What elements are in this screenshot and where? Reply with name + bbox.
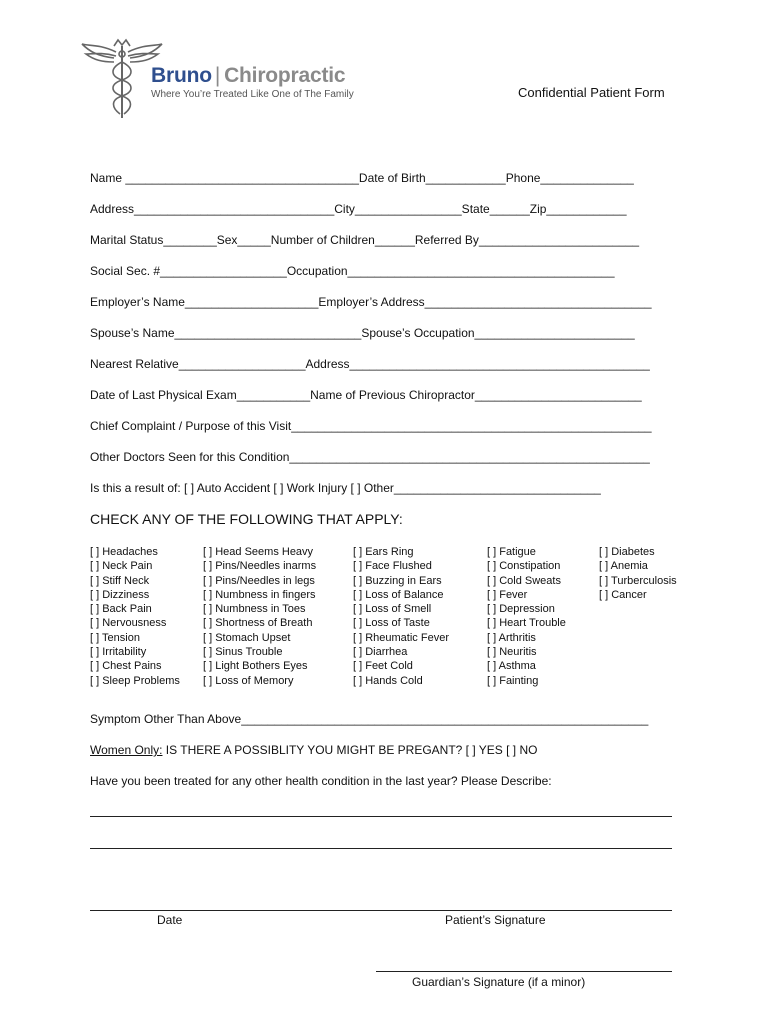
field-spouse[interactable]: Spouse’s Name____________________________Spouse’s Occupation________________________ xyxy=(90,326,635,340)
checkbox-item[interactable]: [ ] Asthma xyxy=(487,660,536,673)
brand-primary: Bruno xyxy=(151,64,212,87)
checkbox-item[interactable]: [ ] Constipation xyxy=(487,560,561,573)
checkbox-item[interactable]: [ ] Head Seems Heavy xyxy=(203,546,314,558)
checkbox-item[interactable]: [ ] Stomach Upset xyxy=(203,631,291,644)
checklist-heading: CHECK ANY OF THE FOLLOWING THAT APPLY: xyxy=(90,511,403,527)
checkbox-item[interactable]: [ ] Hands Cold xyxy=(353,674,423,687)
checkbox-item[interactable]: [ ] Chest Pains xyxy=(90,660,162,673)
checkbox-item[interactable]: [ ] Diarrhea xyxy=(353,646,408,659)
checklist-column-5 xyxy=(599,545,677,602)
checkbox-item[interactable]: [ ] Stiff Neck xyxy=(90,574,150,587)
checklist-column-3 xyxy=(353,545,449,688)
checkbox-item[interactable]: [ ] Fatigue xyxy=(487,546,536,558)
field-name-dob-phone[interactable]: Name ___________________________________Date of Birth____________Phone______________ xyxy=(90,171,634,185)
field-last-physical[interactable]: Date of Last Physical Exam___________Name of Previous Chiropractor_________________________ xyxy=(90,388,642,402)
guardian-signature-label: Guardian’s Signature (if a minor) xyxy=(412,975,586,989)
field-result-of[interactable]: Is this a result of: [ ] Auto Accident [ ] Work Injury [ ] Other_______________________________ xyxy=(90,481,601,495)
checkbox-item[interactable]: [ ] Fever xyxy=(487,588,528,601)
checkbox-item[interactable]: [ ] Arthritis xyxy=(487,631,536,644)
checkbox-item[interactable]: [ ] Face Flushed xyxy=(353,560,432,573)
checkbox-item[interactable]: [ ] Back Pain xyxy=(90,603,152,616)
checkbox-item[interactable]: [ ] Numbness in Toes xyxy=(203,603,306,616)
field-symptom-other[interactable]: Symptom Other Than Above_____________________________________________________________ xyxy=(90,712,649,726)
checklist-column-1 xyxy=(90,545,180,688)
checkbox-item[interactable]: [ ] Loss of Balance xyxy=(353,588,444,601)
checkbox-item[interactable]: [ ] Anemia xyxy=(599,560,648,573)
checkbox-item[interactable]: [ ] Numbness in fingers xyxy=(203,588,316,601)
field-social-security[interactable]: Social Sec. #___________________Occupation________________________________________ xyxy=(90,264,615,278)
women-only-label: Women Only: xyxy=(90,743,163,757)
field-chief-complaint[interactable]: Chief Complaint / Purpose of this Visit______________________________________________________ xyxy=(90,419,652,433)
checkbox-item[interactable]: [ ] Rheumatic Fever xyxy=(353,631,449,644)
checkbox-item[interactable]: [ ] Loss of Memory xyxy=(203,674,294,687)
checkbox-item[interactable]: [ ] Pins/Needles inarms xyxy=(203,560,317,573)
checkbox-item[interactable]: [ ] Ears Ring xyxy=(353,546,414,558)
describe-line-1[interactable] xyxy=(90,816,672,817)
checkbox-item[interactable]: [ ] Loss of Taste xyxy=(353,617,430,630)
checkbox-item[interactable]: [ ] Sleep Problems xyxy=(90,674,180,687)
field-other-doctors[interactable]: Other Doctors Seen for this Condition______________________________________________________ xyxy=(90,450,650,464)
checklist-column-2 xyxy=(203,545,316,688)
checkbox-item[interactable]: [ ] Irritability xyxy=(90,646,147,659)
date-label: Date xyxy=(157,913,183,927)
checkbox-item[interactable]: [ ] Fainting xyxy=(487,674,539,687)
treated-question: Have you been treated for any other health condition in the last year? Please Describe: xyxy=(90,774,552,788)
brand-secondary: Chiropractic xyxy=(224,64,346,87)
checkbox-item[interactable]: [ ] Cancer xyxy=(599,588,647,601)
guardian-signature-line[interactable] xyxy=(376,971,672,972)
brand-name: Bruno | Chiropractic xyxy=(151,64,346,87)
checkbox-item[interactable]: [ ] Neuritis xyxy=(487,646,537,659)
patient-signature-label: Patient’s Signature xyxy=(445,913,546,927)
form-title: Confidential Patient Form xyxy=(518,85,665,100)
checkbox-item[interactable]: [ ] Heart Trouble xyxy=(487,617,566,630)
checkbox-item[interactable]: [ ] Neck Pain xyxy=(90,560,153,573)
checkbox-item[interactable]: [ ] Shortness of Breath xyxy=(203,617,313,630)
checklist-column-4 xyxy=(487,545,566,688)
tagline: Where You’re Treated Like One of The Family xyxy=(151,89,354,100)
checkbox-item[interactable]: [ ] Buzzing in Ears xyxy=(353,574,442,587)
field-address[interactable]: Address______________________________City________________State______Zip____________ xyxy=(90,202,627,216)
checkbox-item[interactable]: [ ] Light Bothers Eyes xyxy=(203,660,308,673)
pregnancy-question-line xyxy=(90,743,537,757)
checkbox-item[interactable]: [ ] Loss of Smell xyxy=(353,603,432,616)
checkbox-item[interactable]: [ ] Turberculosis xyxy=(599,574,677,587)
caduceus-icon xyxy=(82,40,162,118)
pregnancy-question[interactable]: IS THERE A POSSIBLITY YOU MIGHT BE PREGANT? [ ] YES [ ] NO xyxy=(162,743,538,757)
checkbox-item[interactable]: [ ] Feet Cold xyxy=(353,660,413,673)
checkbox-item[interactable]: [ ] Pins/Needles in legs xyxy=(203,574,315,587)
checkbox-item[interactable]: [ ] Dizziness xyxy=(90,588,150,601)
describe-line-2[interactable] xyxy=(90,848,672,849)
field-employer[interactable]: Employer’s Name____________________Employer’s Address__________________________________ xyxy=(90,295,652,309)
field-marital-status[interactable]: Marital Status________Sex_____Number of Children______Referred By________________________ xyxy=(90,233,640,247)
field-nearest-relative[interactable]: Nearest Relative___________________Address_____________________________________________ xyxy=(90,357,650,371)
signature-line[interactable] xyxy=(90,910,672,911)
checkbox-item[interactable]: [ ] Tension xyxy=(90,631,140,644)
checkbox-item[interactable]: [ ] Depression xyxy=(487,603,555,616)
checkbox-item[interactable]: [ ] Cold Sweats xyxy=(487,574,561,587)
checkbox-item[interactable]: [ ] Diabetes xyxy=(599,546,655,558)
checkbox-item[interactable]: [ ] Headaches xyxy=(90,546,158,558)
checkbox-item[interactable]: [ ] Sinus Trouble xyxy=(203,646,283,659)
checkbox-item[interactable]: [ ] Nervousness xyxy=(90,617,167,630)
